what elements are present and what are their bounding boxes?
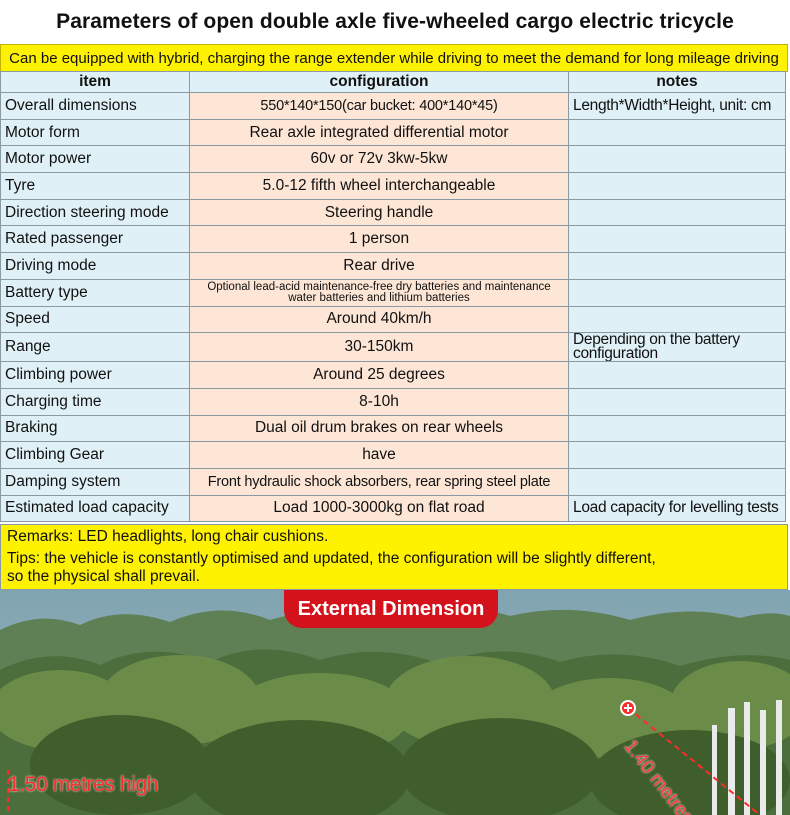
table-row-driving-mode bbox=[1, 253, 786, 280]
item-cell: Speed bbox=[1, 306, 190, 333]
notes-cell bbox=[569, 279, 786, 306]
column-header-item: item bbox=[1, 72, 190, 93]
notes-cell bbox=[569, 415, 786, 442]
table-row-battery-type bbox=[1, 279, 786, 306]
item-cell: Motor form bbox=[1, 119, 190, 146]
table-row-range bbox=[1, 333, 786, 362]
item-cell: Overall dimensions bbox=[1, 93, 190, 120]
table-row-overall-dimensions bbox=[1, 93, 786, 120]
item-cell: Range bbox=[1, 333, 190, 362]
notes-cell bbox=[569, 442, 786, 469]
table-row-climbing-power bbox=[1, 362, 786, 389]
notes-cell bbox=[569, 226, 786, 253]
remarks-box bbox=[0, 524, 788, 590]
parameters-table bbox=[0, 71, 786, 522]
notes-cell bbox=[569, 468, 786, 495]
configuration-cell: Dual oil drum brakes on rear wheels bbox=[190, 415, 569, 442]
column-header-notes: notes bbox=[569, 72, 786, 93]
configuration-cell: 8-10h bbox=[190, 388, 569, 415]
subtitle-text: Can be equipped with hybrid, charging the range extender while driving to meet the demand for long mileage driving bbox=[9, 49, 779, 67]
external-dimension-title: External Dimension bbox=[297, 597, 485, 620]
configuration-cell: 1 person bbox=[190, 226, 569, 253]
remarks-text: Remarks: LED headlights, long chair cushions. bbox=[7, 528, 329, 545]
table-row-damping-system bbox=[1, 468, 786, 495]
item-cell: Direction steering mode bbox=[1, 199, 190, 226]
item-cell: Braking bbox=[1, 415, 190, 442]
configuration-cell: Load 1000-3000kg on flat road bbox=[190, 495, 569, 522]
table-row-speed bbox=[1, 306, 786, 333]
notes-cell: Length*Width*Height, unit: cm bbox=[569, 93, 786, 120]
notes-cell bbox=[569, 199, 786, 226]
notes-cell bbox=[569, 146, 786, 173]
notes-cell bbox=[569, 306, 786, 333]
table-row-braking bbox=[1, 415, 786, 442]
configuration-cell: 5.0-12 fifth wheel interchangeable bbox=[190, 173, 569, 200]
configuration-cell: have bbox=[190, 442, 569, 469]
table-header-row bbox=[1, 72, 786, 93]
notes-cell: Depending on the battery configuration bbox=[569, 333, 786, 362]
table-row-charging-time bbox=[1, 388, 786, 415]
notes-cell bbox=[569, 119, 786, 146]
configuration-cell: Rear drive bbox=[190, 253, 569, 280]
external-dimension-badge bbox=[284, 590, 498, 628]
item-cell: Motor power bbox=[1, 146, 190, 173]
item-cell: Estimated load capacity bbox=[1, 495, 190, 522]
item-cell: Tyre bbox=[1, 173, 190, 200]
notes-cell: Load capacity for levelling tests bbox=[569, 495, 786, 522]
table-row-load-capacity bbox=[1, 495, 786, 522]
table-row-tyre bbox=[1, 173, 786, 200]
table-row-motor-form bbox=[1, 119, 786, 146]
item-cell: Rated passenger bbox=[1, 226, 190, 253]
height-label: 1.50 metres high bbox=[8, 773, 159, 796]
table-row-climbing-gear bbox=[1, 442, 786, 469]
item-cell: Damping system bbox=[1, 468, 190, 495]
notes-cell bbox=[569, 388, 786, 415]
item-cell: Climbing Gear bbox=[1, 442, 190, 469]
notes-cell bbox=[569, 253, 786, 280]
item-cell: Charging time bbox=[1, 388, 190, 415]
item-cell: Driving mode bbox=[1, 253, 190, 280]
item-cell: Climbing power bbox=[1, 362, 190, 389]
table-row-rated-passenger bbox=[1, 226, 786, 253]
table-row-motor-power bbox=[1, 146, 786, 173]
configuration-cell: Around 40km/h bbox=[190, 306, 569, 333]
configuration-cell: Steering handle bbox=[190, 199, 569, 226]
configuration-cell: Rear axle integrated differential motor bbox=[190, 119, 569, 146]
configuration-cell: Around 25 degrees bbox=[190, 362, 569, 389]
table-row-steering-mode bbox=[1, 199, 786, 226]
title-bar bbox=[0, 0, 790, 44]
configuration-cell: 30-150km bbox=[190, 333, 569, 362]
column-header-configuration: configuration bbox=[190, 72, 569, 93]
page-title: Parameters of open double axle five-wheeled cargo electric tricycle bbox=[56, 10, 734, 33]
configuration-cell: Optional lead-acid maintenance-free dry batteries and maintenance water batteries and lithium batteries bbox=[190, 279, 569, 306]
tips-text-line1: Tips: the vehicle is constantly optimised and updated, the configuration will be slightly different, bbox=[7, 550, 656, 567]
subtitle-banner bbox=[0, 44, 788, 72]
tips-text-line2: so the physical shall prevail. bbox=[7, 568, 200, 585]
notes-cell bbox=[569, 362, 786, 389]
configuration-cell: 550*140*150(car bucket: 400*140*45) bbox=[190, 93, 569, 120]
item-cell: Battery type bbox=[1, 279, 190, 306]
configuration-cell: 60v or 72v 3kw-5kw bbox=[190, 146, 569, 173]
notes-cell bbox=[569, 173, 786, 200]
configuration-cell: Front hydraulic shock absorbers, rear spring steel plate bbox=[190, 468, 569, 495]
